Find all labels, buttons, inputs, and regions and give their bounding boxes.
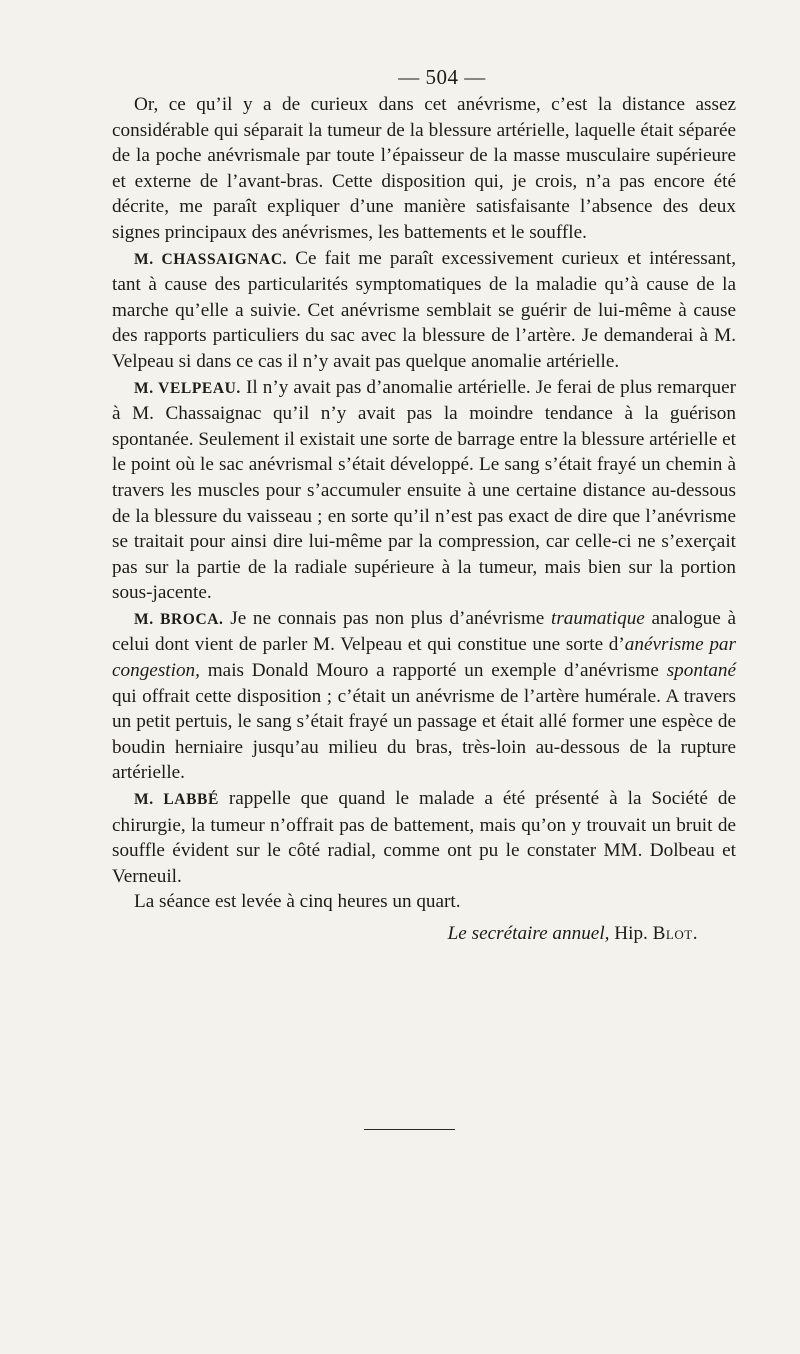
paragraph-broca-text-4: qui offrait cette disposition ; c’était un anévrisme de l’artère humérale. A travers un petit pertuis, le sang s’était frayé un passage et était allé former une espèce de boudin herniaire jusqu’au milieu du bras, très-loin au-dessous de la rupture artérielle. <box>112 685 736 784</box>
paragraph-labbe <box>112 786 736 889</box>
end-rule <box>364 1129 455 1130</box>
paragraph-chassaignac-text: Ce fait me paraît excessivement curieux et intéressant, tant à cause des particularités symptomatiques de la maladie qu’à cause de la marche qu’elle a suivie. Cet anévrisme semblait se guérir de lui-même à cause des rapports particuliers du sac avec la blessure de l’artère. Je demanderai à M. Velpeau si dans ce cas il n’y avait pas quelque anomalie artérielle. <box>112 247 737 372</box>
paragraph-broca-italic-2: anévrisme par congestion, <box>112 634 736 682</box>
paragraph-1-text: Or, ce qu’il y a de curieux dans cet anévrisme, c’est la distance assez considérable qui séparait la tumeur de la blessure artérielle, laquelle était séparée de la poche anévrismale par toute l’épaisseur de la masse musculaire supérieure et externe de l’avant-bras. Cette disposition qui, je crois, n’a pas encore été décrite, me paraît expliquer d’une manière satisfaisante l’absence des deux signes principaux des anévrismes, les battements et le souffle. <box>112 94 736 243</box>
signature-surname: Blot. <box>652 923 698 944</box>
paragraph-broca-text-1: Je ne connais pas non plus d’anévrisme <box>230 607 551 629</box>
signature-name-prefix: Hip. <box>614 923 648 944</box>
paragraph-broca-text-3: mais Donald Mouro a rapporté un exemple d’anévrisme <box>199 660 667 682</box>
speaker-labbe: M. LABBÉ <box>134 791 219 809</box>
paragraph-broca-text-2: analogue à celui dont vient de parler M. Velpeau et qui constitue une sorte d’ <box>112 607 736 656</box>
paragraph-closing <box>112 889 736 915</box>
paragraph-broca <box>112 606 736 786</box>
paragraph-closing-text: La séance est levée à cinq heures un quart. <box>134 891 461 913</box>
paragraph-chassaignac <box>112 246 736 375</box>
signature-role: Le secrétaire annuel, <box>447 923 610 944</box>
document-page <box>112 64 736 947</box>
paragraph-velpeau-text: Il n’y avait pas d’anomalie artérielle. Je ferai de plus remarquer à M. Chassaignac qu’il n’y avait pas la moindre tendance à la guérison spontanée. Seulement il existait une sorte de barrage entre la blessure artérielle et le point où le sac anévrismal s’était développé. Le sang s’était frayé un chemin à travers les muscles pour s’accumuler ensuite à une certaine distance au-dessous de la blessure du vaisseau ; en sorte qu’il n’est pas exact de dire que l’anévrisme se traitait pour ainsi dire lui-même par la compression, car celle-ci ne s’exerçait pas sur la partie de la radiale supérieure à la tumeur, mais bien sur la portion sous-jacente. <box>112 376 737 604</box>
speaker-chassaignac: M. CHASSAIGNAC. <box>134 250 288 268</box>
speaker-velpeau: M. VELPEAU. <box>134 379 241 397</box>
paragraph-broca-italic-3: spontané <box>666 660 736 682</box>
signature <box>112 921 736 947</box>
paragraph-broca-italic-1: traumatique <box>551 607 645 629</box>
paragraph-1 <box>112 92 736 246</box>
paragraph-velpeau <box>112 375 736 606</box>
paragraph-labbe-text: rappelle que quand le malade a été présenté à la Société de chirurgie, la tumeur n’offrait pas de battement, mais qu’on y trouvait un bruit de souffle évident sur le côté radial, comme ont pu le constater MM. Dolbeau et Verneuil. <box>112 788 736 887</box>
page-number: — 504 — <box>398 65 486 89</box>
speaker-broca: M. BROCA. <box>134 610 224 628</box>
